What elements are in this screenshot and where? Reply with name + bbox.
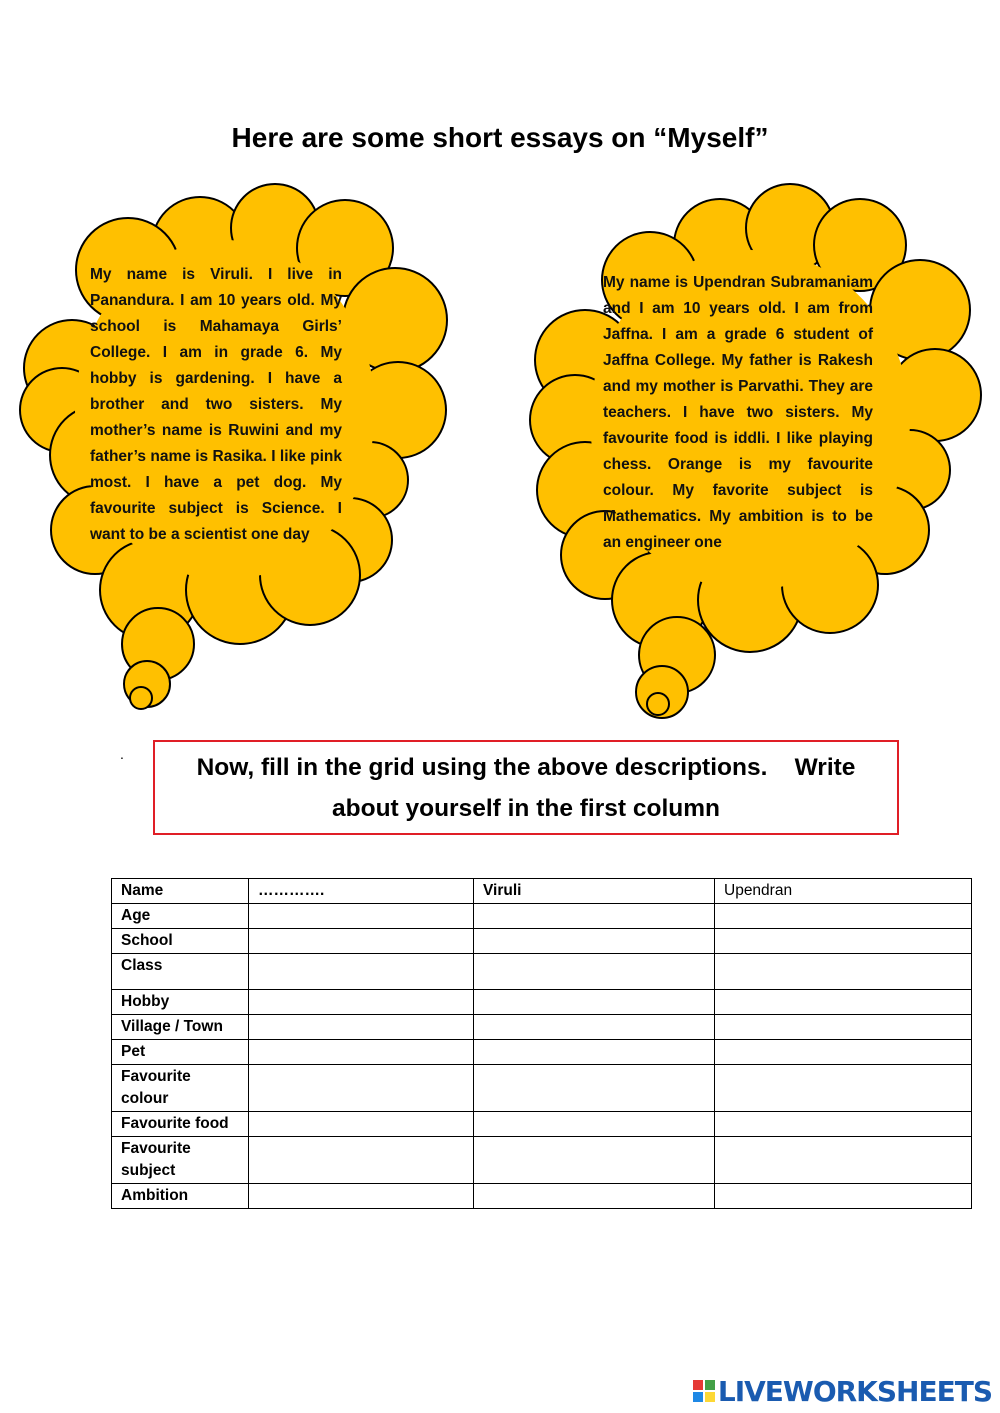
- answer-cell[interactable]: [249, 1112, 474, 1137]
- upendran-name-cell: Upendran: [715, 879, 972, 904]
- answer-cell[interactable]: [249, 1015, 474, 1040]
- answer-cell[interactable]: [474, 1040, 715, 1065]
- answer-cell[interactable]: [715, 929, 972, 954]
- table-row: [112, 1112, 972, 1137]
- answer-cell[interactable]: [249, 1065, 474, 1112]
- table-row: [112, 929, 972, 954]
- answer-cell[interactable]: [474, 1015, 715, 1040]
- stray-dot: .: [120, 746, 124, 762]
- answer-cell[interactable]: [715, 954, 972, 990]
- instruction-text: Now, fill in the grid using the above descriptions. Write about yourself in the first column: [196, 753, 863, 822]
- answer-cell[interactable]: [249, 929, 474, 954]
- yourself-name-cell[interactable]: ………….: [249, 879, 474, 904]
- row-label: Hobby: [112, 990, 249, 1015]
- row-label: School: [112, 929, 249, 954]
- essay-viruli: My name is Viruli. I live in Panandura. I am 10 years old. My school is Mahamaya Girls’ College. I am in grade 6. My hobby is gardening. I have a brother and two sisters. My mother’s name is Ruwini and my father’s name is Rasika. I like pink most. I have a pet dog. My favourite subject is Science. I want to be a scientist one day: [90, 266, 342, 543]
- row-label: Favourite colour: [112, 1065, 249, 1112]
- row-label: Favourite subject: [112, 1137, 249, 1184]
- row-label: Name: [112, 879, 249, 904]
- answer-cell[interactable]: [715, 1040, 972, 1065]
- answer-cell[interactable]: [715, 1112, 972, 1137]
- answer-cell[interactable]: [474, 1137, 715, 1184]
- liveworksheets-logo[interactable]: [693, 1374, 992, 1408]
- answer-cell[interactable]: [249, 1137, 474, 1184]
- answer-cell[interactable]: [474, 990, 715, 1015]
- viruli-name-cell: Viruli: [474, 879, 715, 904]
- answer-cell[interactable]: [715, 1184, 972, 1209]
- answer-cell[interactable]: [474, 1065, 715, 1112]
- answer-cell[interactable]: [249, 954, 474, 990]
- table-row: [112, 904, 972, 929]
- answer-cell[interactable]: [249, 904, 474, 929]
- table-row: [112, 954, 972, 990]
- table-row: [112, 1065, 972, 1112]
- table-row: [112, 879, 972, 904]
- answer-cell[interactable]: [249, 1040, 474, 1065]
- info-grid: [111, 878, 972, 1209]
- row-label: Ambition: [112, 1184, 249, 1209]
- table-row: [112, 1015, 972, 1040]
- essay-upendran: My name is Upendran Subramaniam and I am 10 years old. I am from Jaffna. I am a grade 6 student of Jaffna College. My father is Rakesh and my mother is Parvathi. They are teachers. I have two sisters. My favourite food is iddli. I like playing chess. Orange is my favourite colour. My favorite subject is Mathematics. My ambition is to be an engineer one: [603, 274, 873, 551]
- liveworksheets-logo-icon: [693, 1380, 715, 1402]
- row-label: Age: [112, 904, 249, 929]
- answer-cell[interactable]: [249, 1184, 474, 1209]
- table-row: [112, 1137, 972, 1184]
- row-label: Class: [112, 954, 249, 990]
- answer-cell[interactable]: [474, 1112, 715, 1137]
- page-title: Here are some short essays on “Myself”: [231, 122, 769, 153]
- table-row: [112, 1184, 972, 1209]
- answer-cell[interactable]: [715, 1137, 972, 1184]
- answer-cell[interactable]: [715, 904, 972, 929]
- row-label: Favourite food: [112, 1112, 249, 1137]
- row-label: Pet: [112, 1040, 249, 1065]
- row-label: Village / Town: [112, 1015, 249, 1040]
- instruction-box: [153, 740, 899, 835]
- answer-cell[interactable]: [715, 1015, 972, 1040]
- answer-cell[interactable]: [474, 929, 715, 954]
- logo-text: LIVEWORKSHEETS: [717, 1374, 992, 1408]
- answer-cell[interactable]: [474, 1184, 715, 1209]
- answer-cell[interactable]: [249, 990, 474, 1015]
- answer-cell[interactable]: [715, 1065, 972, 1112]
- table-row: [112, 1040, 972, 1065]
- answer-cell[interactable]: [715, 990, 972, 1015]
- answer-cell[interactable]: [474, 904, 715, 929]
- answer-cell[interactable]: [474, 954, 715, 990]
- table-row: [112, 990, 972, 1015]
